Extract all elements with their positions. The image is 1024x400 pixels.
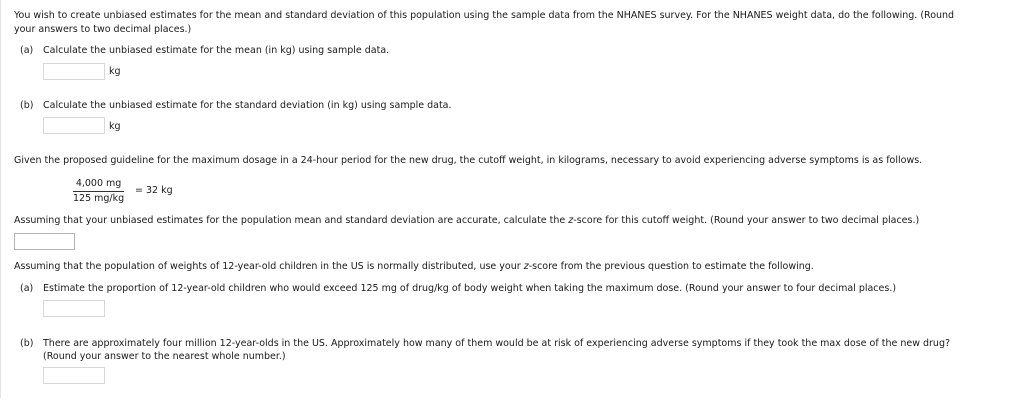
part-d-question-line-2: (Round your answer to the nearest whole number.) [43, 351, 286, 362]
zscore-answer-field[interactable] [14, 233, 75, 250]
dosage-fraction [73, 178, 124, 205]
stddev-unit: kg [109, 121, 121, 132]
intro-line-1: You wish to create unbiased estimates for the mean and standard deviation of this population using the sample data from the NHANES survey. For the NHANES weight data, do the following. (Round [14, 10, 955, 21]
zscore-answer-input[interactable] [15, 234, 74, 249]
mean-unit: kg [109, 66, 121, 77]
part-a-label: (a) [20, 45, 34, 56]
stddev-answer-field[interactable] [43, 117, 105, 134]
part-c-question: Estimate the proportion of 12-year-old children who would exceed 125 mg of drug/kg of body weight when taking the maximum dose. (Round your answer to four decimal places.) [43, 283, 897, 294]
part-b-label: (b) [20, 100, 34, 111]
part-d-label: (b) [20, 338, 34, 349]
stddev-answer-input[interactable] [44, 118, 104, 133]
fraction-denominator: 125 mg/kg [73, 193, 125, 204]
intro-line-2: your answers to two decimal places.) [14, 24, 192, 35]
at-risk-count-answer-field[interactable] [43, 367, 105, 384]
mean-answer-field[interactable] [43, 63, 105, 80]
part-c-label: (a) [20, 283, 34, 294]
mean-answer-input[interactable] [44, 64, 104, 79]
part-d-question-line-1: There are approximately four million 12-year-olds in the US. Approximately how many of them would be at risk of experiencing adverse symptoms if they took the max dose of the new drug? [43, 338, 951, 349]
zscore-question: Assuming that your unbiased estimates for the population mean and standard deviation are accurate, calculate the z-score for this cutoff weight. (Round your answer to two decimal places.) [14, 215, 920, 226]
proportion-answer-field[interactable] [43, 300, 105, 317]
proportion-answer-input[interactable] [44, 301, 104, 316]
guideline-text: Given the proposed guideline for the maximum dosage in a 24-hour period for the new drug, the cutoff weight, in kilograms, necessary to avoid experiencing adverse symptoms is as follows. [14, 155, 923, 166]
cutoff-weight-result: = 32 kg [135, 185, 173, 196]
part-b-question: Calculate the unbiased estimate for the standard deviation (in kg) using sample data. [43, 100, 452, 111]
at-risk-count-answer-input[interactable] [44, 368, 104, 383]
fraction-numerator: 4,000 mg [73, 178, 124, 192]
normal-dist-intro: Assuming that the population of weights of 12-year-old children in the US is normally distributed, use your z-score from the previous question to estimate the following. [14, 261, 814, 272]
part-a-question: Calculate the unbiased estimate for the mean (in kg) using sample data. [43, 45, 390, 56]
